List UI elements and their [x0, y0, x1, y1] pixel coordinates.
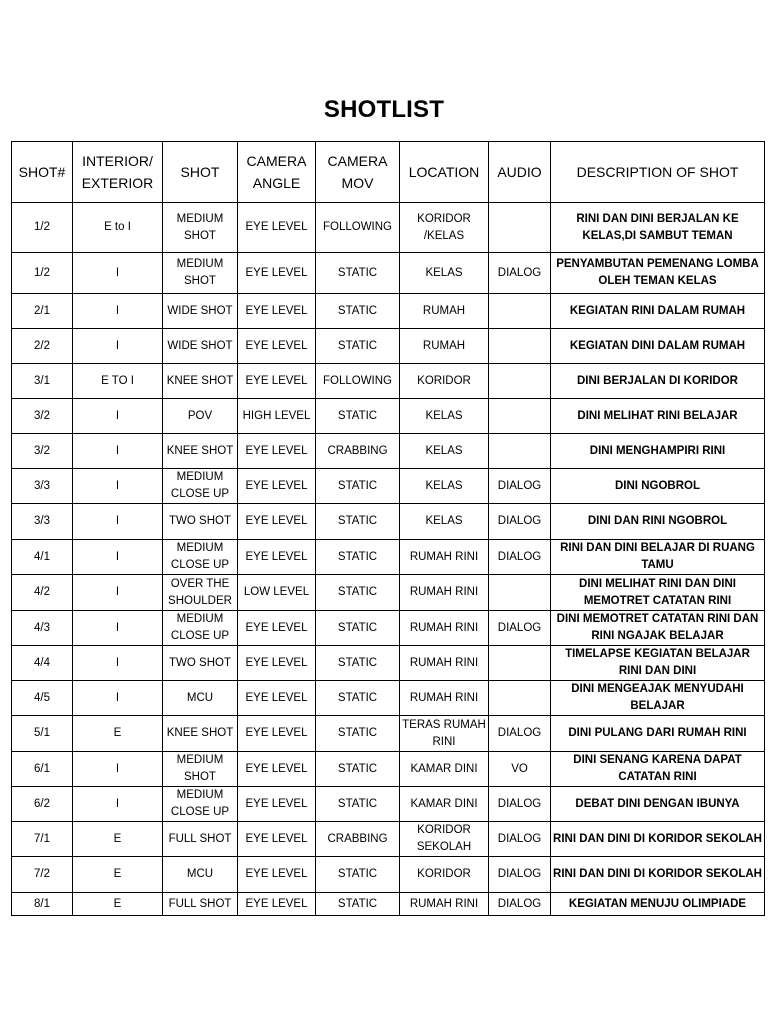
cell-camera-angle: EYE LEVEL: [238, 253, 316, 294]
cell-audio: DIALOG: [489, 253, 551, 294]
cell-audio: [489, 681, 551, 716]
cell-location: KELAS: [400, 469, 489, 504]
cell-shot: MEDIUM CLOSE UP: [163, 469, 238, 504]
cell-shot-number: 3/3: [12, 504, 73, 540]
header-location: LOCATION: [400, 142, 489, 203]
cell-shot-number: 3/1: [12, 364, 73, 399]
cell-camera-angle: EYE LEVEL: [238, 294, 316, 329]
cell-shot-number: 6/1: [12, 752, 73, 787]
cell-interior-exterior: I: [73, 787, 163, 822]
cell-camera-angle: EYE LEVEL: [238, 893, 316, 916]
cell-interior-exterior: I: [73, 294, 163, 329]
cell-camera-mov: FOLLOWING: [316, 203, 400, 253]
cell-location: KELAS: [400, 253, 489, 294]
cell-description: KEGIATAN DINI DALAM RUMAH: [551, 329, 765, 364]
cell-location: RUMAH RINI: [400, 611, 489, 646]
cell-camera-mov: FOLLOWING: [316, 364, 400, 399]
table-row: [12, 469, 765, 504]
cell-camera-angle: EYE LEVEL: [238, 646, 316, 681]
cell-description: DINI MENGEAJAK MENYUDAHI BELAJAR: [551, 681, 765, 716]
cell-shot: MCU: [163, 857, 238, 893]
cell-description: RINI DAN DINI BERJALAN KE KELAS,DI SAMBUT TEMAN: [551, 203, 765, 253]
cell-shot: KNEE SHOT: [163, 364, 238, 399]
cell-camera-mov: STATIC: [316, 540, 400, 575]
cell-description: RINI DAN DINI DI KORIDOR SEKOLAH: [551, 822, 765, 857]
cell-location: KAMAR DINI: [400, 787, 489, 822]
table-row: [12, 504, 765, 540]
cell-shot-number: 3/3: [12, 469, 73, 504]
cell-camera-angle: EYE LEVEL: [238, 681, 316, 716]
cell-shot: MEDIUM CLOSE UP: [163, 611, 238, 646]
cell-shot: MEDIUM CLOSE UP: [163, 787, 238, 822]
header-camera-mov: CAMERA MOV: [316, 142, 400, 203]
table-row: [12, 434, 765, 469]
cell-audio: DIALOG: [489, 611, 551, 646]
table-row: [12, 716, 765, 752]
cell-camera-mov: STATIC: [316, 681, 400, 716]
cell-interior-exterior: I: [73, 329, 163, 364]
cell-interior-exterior: E: [73, 822, 163, 857]
cell-shot: TWO SHOT: [163, 504, 238, 540]
cell-shot: OVER THE SHOULDER: [163, 575, 238, 611]
cell-shot-number: 1/2: [12, 253, 73, 294]
table-row: [12, 646, 765, 681]
cell-audio: [489, 399, 551, 434]
cell-shot: WIDE SHOT: [163, 329, 238, 364]
cell-interior-exterior: I: [73, 540, 163, 575]
cell-shot-number: 3/2: [12, 434, 73, 469]
cell-camera-angle: EYE LEVEL: [238, 752, 316, 787]
cell-shot-number: 2/1: [12, 294, 73, 329]
cell-audio: DIALOG: [489, 857, 551, 893]
cell-description: PENYAMBUTAN PEMENANG LOMBA OLEH TEMAN KELAS: [551, 253, 765, 294]
cell-interior-exterior: I: [73, 575, 163, 611]
cell-camera-mov: STATIC: [316, 857, 400, 893]
cell-location: RUMAH: [400, 294, 489, 329]
table-row: [12, 329, 765, 364]
cell-shot-number: 6/2: [12, 787, 73, 822]
cell-camera-mov: STATIC: [316, 752, 400, 787]
cell-camera-mov: STATIC: [316, 329, 400, 364]
page-title: SHOTLIST: [323, 96, 445, 123]
cell-camera-mov: STATIC: [316, 294, 400, 329]
cell-interior-exterior: E: [73, 716, 163, 752]
table-row: [12, 399, 765, 434]
table-row: [12, 857, 765, 893]
table-row: [12, 822, 765, 857]
cell-camera-mov: STATIC: [316, 716, 400, 752]
cell-shot: KNEE SHOT: [163, 434, 238, 469]
cell-camera-mov: STATIC: [316, 253, 400, 294]
cell-camera-angle: EYE LEVEL: [238, 611, 316, 646]
cell-camera-angle: LOW LEVEL: [238, 575, 316, 611]
cell-interior-exterior: E: [73, 857, 163, 893]
cell-shot-number: 7/2: [12, 857, 73, 893]
cell-camera-mov: CRABBING: [316, 822, 400, 857]
cell-interior-exterior: I: [73, 504, 163, 540]
cell-shot: MEDIUM SHOT: [163, 752, 238, 787]
table-row: [12, 681, 765, 716]
cell-audio: DIALOG: [489, 504, 551, 540]
cell-description: DINI MELIHAT RINI BELAJAR: [551, 399, 765, 434]
cell-camera-angle: EYE LEVEL: [238, 857, 316, 893]
cell-description: KEGIATAN MENUJU OLIMPIADE: [551, 893, 765, 916]
cell-camera-angle: EYE LEVEL: [238, 329, 316, 364]
cell-audio: [489, 329, 551, 364]
table-row: [12, 787, 765, 822]
table-row: [12, 253, 765, 294]
cell-camera-mov: STATIC: [316, 399, 400, 434]
cell-shot: FULL SHOT: [163, 822, 238, 857]
cell-interior-exterior: I: [73, 681, 163, 716]
cell-shot-number: 4/3: [12, 611, 73, 646]
cell-shot: WIDE SHOT: [163, 294, 238, 329]
cell-shot: KNEE SHOT: [163, 716, 238, 752]
cell-camera-mov: STATIC: [316, 504, 400, 540]
cell-shot: MEDIUM SHOT: [163, 253, 238, 294]
header-description: DESCRIPTION OF SHOT: [551, 142, 765, 203]
cell-camera-mov: STATIC: [316, 646, 400, 681]
cell-audio: [489, 364, 551, 399]
cell-camera-mov: STATIC: [316, 893, 400, 916]
cell-audio: DIALOG: [489, 469, 551, 504]
cell-camera-angle: EYE LEVEL: [238, 787, 316, 822]
cell-description: DINI PULANG DARI RUMAH RINI: [551, 716, 765, 752]
cell-interior-exterior: I: [73, 752, 163, 787]
cell-camera-angle: EYE LEVEL: [238, 469, 316, 504]
cell-description: RINI DAN DINI DI KORIDOR SEKOLAH: [551, 857, 765, 893]
cell-description: DINI BERJALAN DI KORIDOR: [551, 364, 765, 399]
cell-interior-exterior: I: [73, 469, 163, 504]
cell-location: RUMAH RINI: [400, 893, 489, 916]
cell-camera-angle: EYE LEVEL: [238, 716, 316, 752]
cell-shot-number: 2/2: [12, 329, 73, 364]
cell-shot-number: 1/2: [12, 203, 73, 253]
cell-interior-exterior: I: [73, 253, 163, 294]
table-row: [12, 893, 765, 916]
cell-location: KELAS: [400, 434, 489, 469]
cell-shot-number: 7/1: [12, 822, 73, 857]
cell-audio: [489, 294, 551, 329]
header-shot: SHOT: [163, 142, 238, 203]
cell-location: KORIDOR: [400, 857, 489, 893]
cell-shot: POV: [163, 399, 238, 434]
cell-location: RUMAH RINI: [400, 540, 489, 575]
cell-description: DINI MELIHAT RINI DAN DINI MEMOTRET CATATAN RINI: [551, 575, 765, 611]
cell-shot-number: 4/1: [12, 540, 73, 575]
cell-location: KELAS: [400, 504, 489, 540]
cell-shot: MEDIUM CLOSE UP: [163, 540, 238, 575]
cell-interior-exterior: E TO I: [73, 364, 163, 399]
cell-shot-number: 4/2: [12, 575, 73, 611]
cell-camera-angle: HIGH LEVEL: [238, 399, 316, 434]
cell-camera-mov: STATIC: [316, 611, 400, 646]
cell-shot-number: 3/2: [12, 399, 73, 434]
cell-camera-angle: EYE LEVEL: [238, 203, 316, 253]
table-row: [12, 752, 765, 787]
cell-shot-number: 4/4: [12, 646, 73, 681]
table-row: [12, 611, 765, 646]
cell-description: DINI SENANG KARENA DAPAT CATATAN RINI: [551, 752, 765, 787]
cell-interior-exterior: E to I: [73, 203, 163, 253]
table-row: [12, 203, 765, 253]
cell-description: TIMELAPSE KEGIATAN BELAJAR RINI DAN DINI: [551, 646, 765, 681]
cell-camera-angle: EYE LEVEL: [238, 540, 316, 575]
cell-audio: [489, 575, 551, 611]
cell-location: KORIDOR SEKOLAH: [400, 822, 489, 857]
cell-camera-angle: EYE LEVEL: [238, 434, 316, 469]
header-shot-number: SHOT#: [12, 142, 73, 203]
cell-shot-number: 5/1: [12, 716, 73, 752]
cell-shot-number: 8/1: [12, 893, 73, 916]
cell-audio: [489, 203, 551, 253]
cell-description: DINI MENGHAMPIRI RINI: [551, 434, 765, 469]
table-row: [12, 540, 765, 575]
cell-location: RUMAH RINI: [400, 575, 489, 611]
cell-shot-number: 4/5: [12, 681, 73, 716]
cell-description: DINI NGOBROL: [551, 469, 765, 504]
cell-description: RINI DAN DINI BELAJAR DI RUANG TAMU: [551, 540, 765, 575]
cell-audio: VO: [489, 752, 551, 787]
shotlist-table: [11, 141, 765, 916]
cell-shot: FULL SHOT: [163, 893, 238, 916]
cell-location: RUMAH RINI: [400, 681, 489, 716]
cell-interior-exterior: I: [73, 399, 163, 434]
header-camera-angle: CAMERA ANGLE: [238, 142, 316, 203]
cell-audio: [489, 646, 551, 681]
table-row: [12, 364, 765, 399]
cell-interior-exterior: I: [73, 646, 163, 681]
cell-location: KAMAR DINI: [400, 752, 489, 787]
cell-description: KEGIATAN RINI DALAM RUMAH: [551, 294, 765, 329]
cell-interior-exterior: I: [73, 611, 163, 646]
table-row: [12, 294, 765, 329]
cell-audio: DIALOG: [489, 822, 551, 857]
cell-camera-mov: STATIC: [316, 787, 400, 822]
cell-location: RUMAH: [400, 329, 489, 364]
cell-audio: DIALOG: [489, 787, 551, 822]
cell-shot: MEDIUM SHOT: [163, 203, 238, 253]
cell-location: KORIDOR: [400, 364, 489, 399]
cell-audio: DIALOG: [489, 893, 551, 916]
cell-description: DEBAT DINI DENGAN IBUNYA: [551, 787, 765, 822]
cell-camera-angle: EYE LEVEL: [238, 822, 316, 857]
cell-shot: TWO SHOT: [163, 646, 238, 681]
header-audio: AUDIO: [489, 142, 551, 203]
cell-location: TERAS RUMAH RINI: [400, 716, 489, 752]
cell-camera-mov: STATIC: [316, 469, 400, 504]
table-row: [12, 575, 765, 611]
header-row: [12, 142, 765, 203]
cell-description: DINI MEMOTRET CATATAN RINI DAN RINI NGAJAK BELAJAR: [551, 611, 765, 646]
cell-interior-exterior: E: [73, 893, 163, 916]
cell-camera-mov: STATIC: [316, 575, 400, 611]
cell-description: DINI DAN RINI NGOBROL: [551, 504, 765, 540]
cell-audio: DIALOG: [489, 540, 551, 575]
cell-camera-angle: EYE LEVEL: [238, 364, 316, 399]
cell-location: KORIDOR /KELAS: [400, 203, 489, 253]
cell-camera-angle: EYE LEVEL: [238, 504, 316, 540]
cell-location: RUMAH RINI: [400, 646, 489, 681]
cell-location: KELAS: [400, 399, 489, 434]
cell-audio: DIALOG: [489, 716, 551, 752]
cell-camera-mov: CRABBING: [316, 434, 400, 469]
cell-interior-exterior: I: [73, 434, 163, 469]
cell-shot: MCU: [163, 681, 238, 716]
header-interior-exterior: INTERIOR/ EXTERIOR: [73, 142, 163, 203]
cell-audio: [489, 434, 551, 469]
